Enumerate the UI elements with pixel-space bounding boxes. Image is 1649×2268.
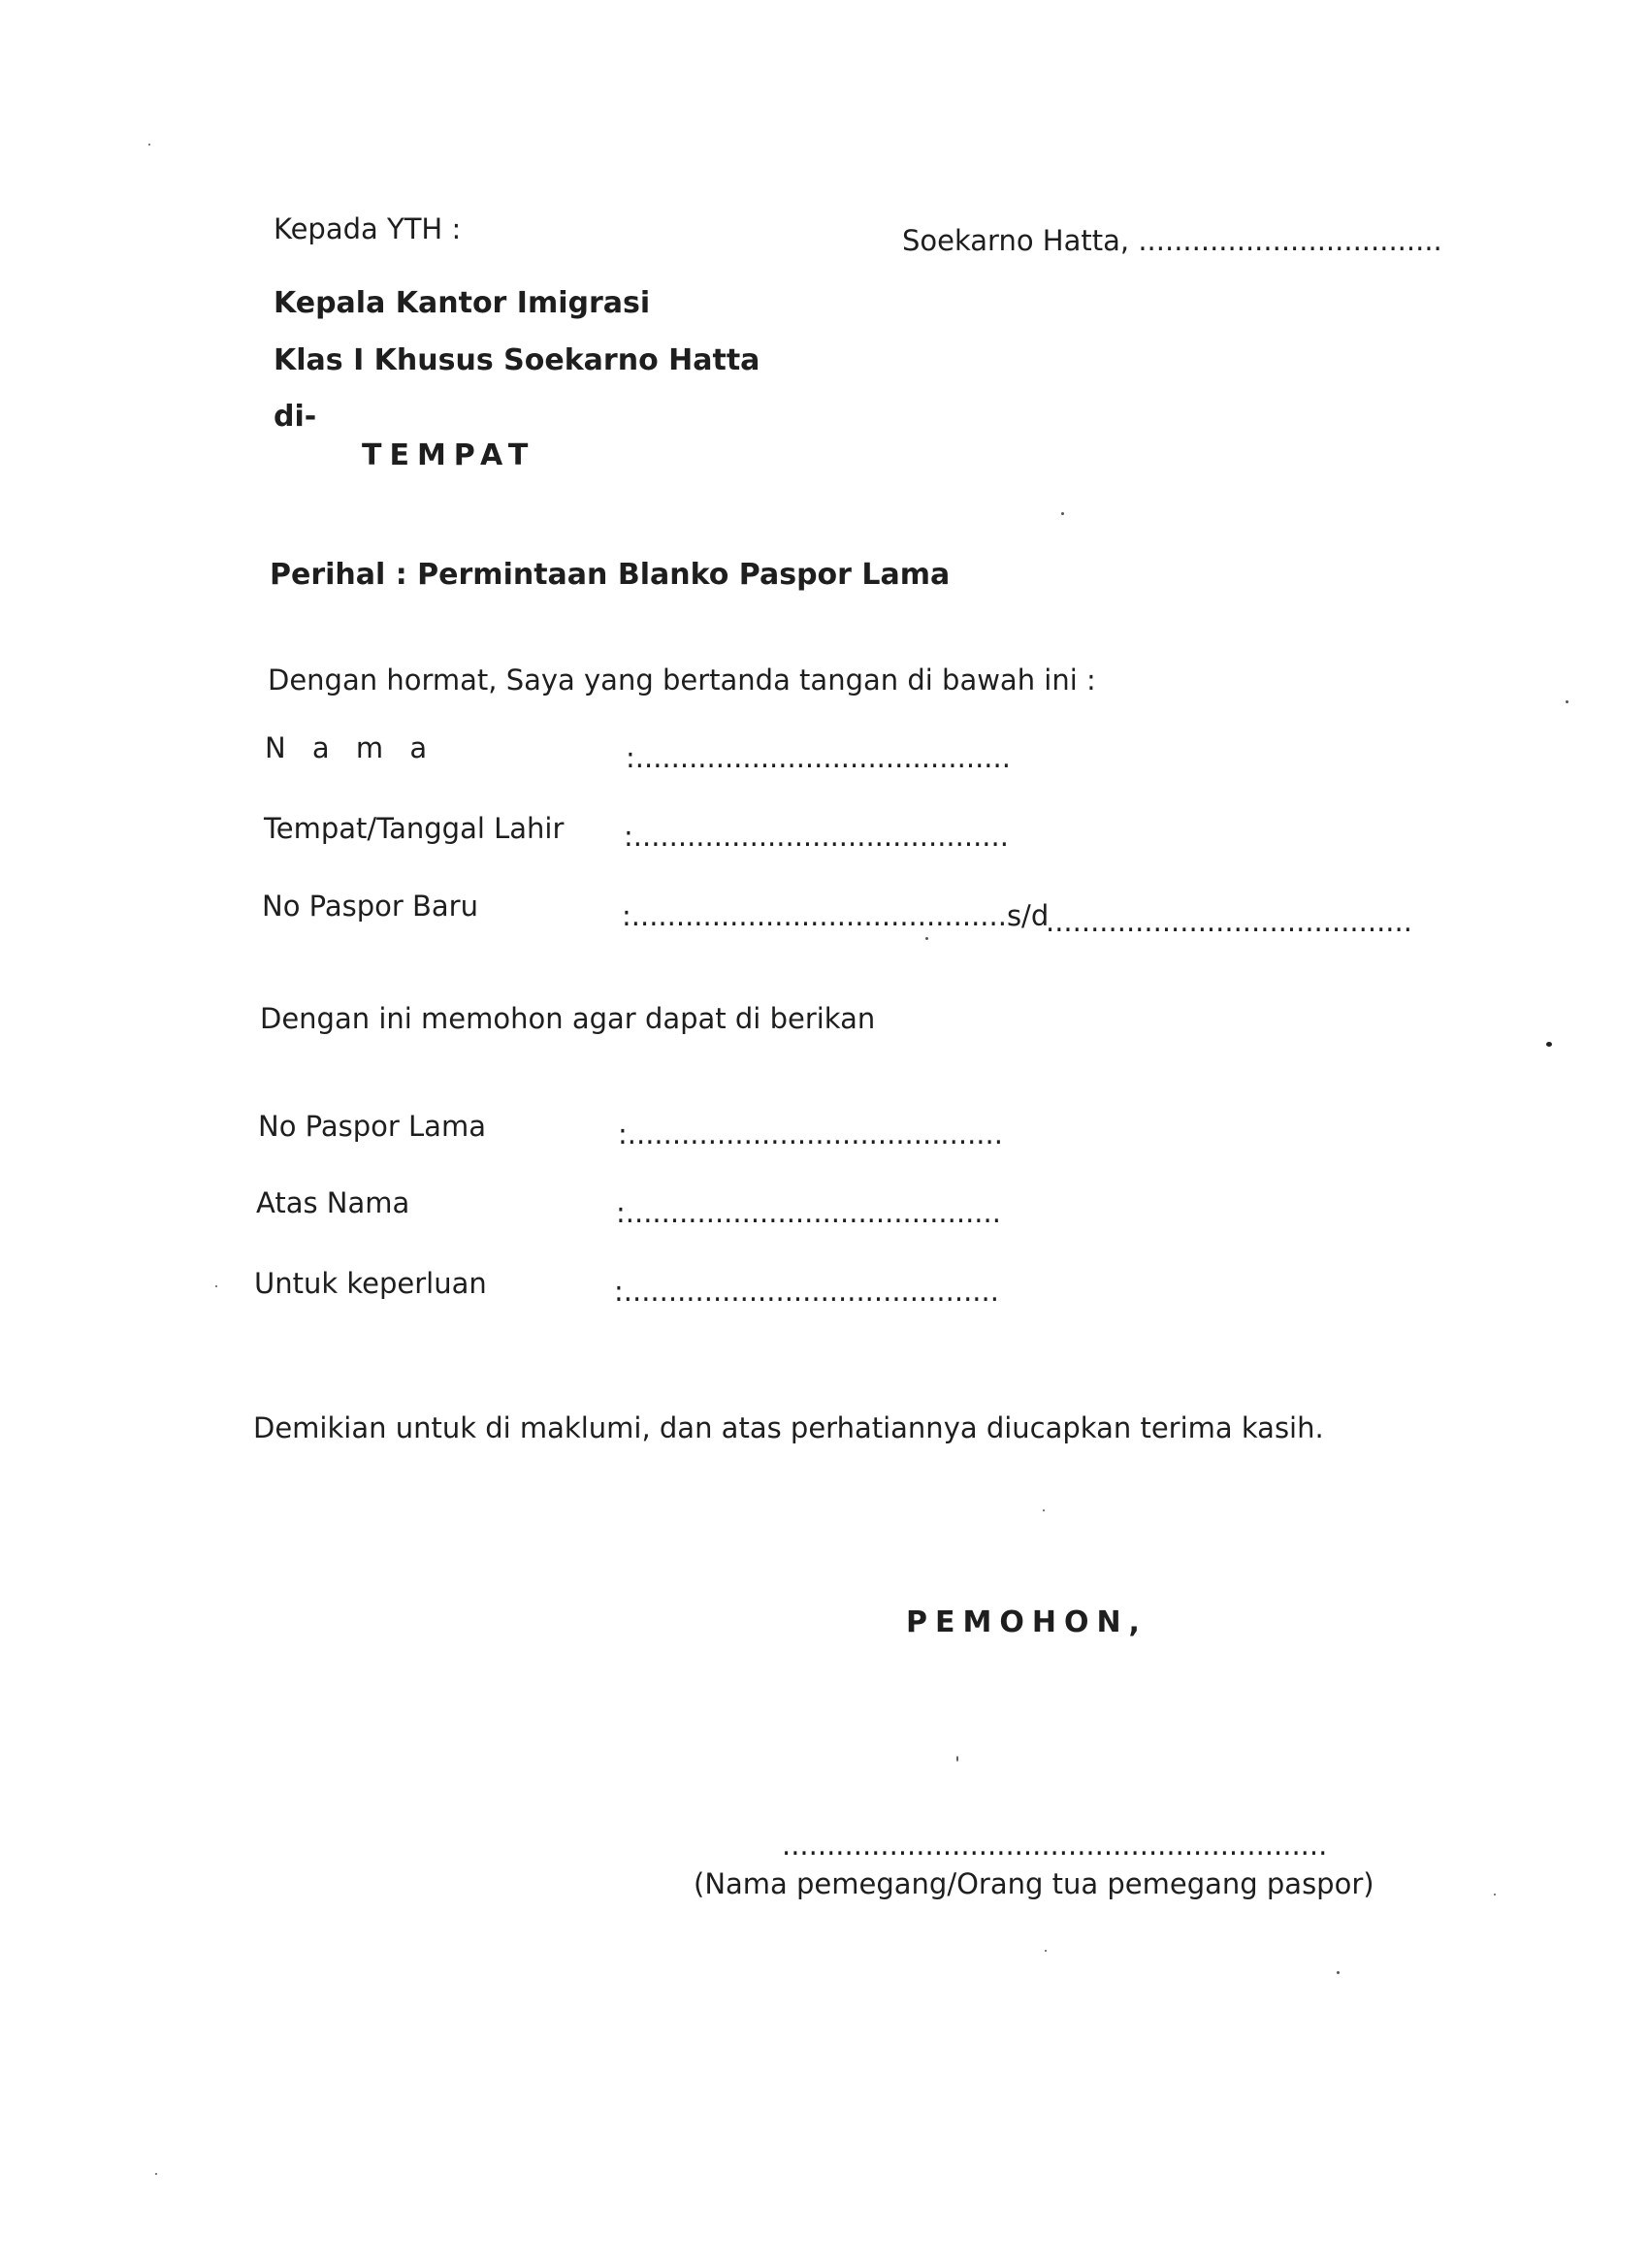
recipient-line-2: Klas I Khusus Soekarno Hatta bbox=[274, 343, 760, 377]
field-label-nama: N a m a bbox=[265, 731, 436, 764]
field-label-no-paspor-baru: No Paspor Baru bbox=[262, 890, 478, 923]
subject-line: Perihal : Permintaan Blanko Paspor Lama bbox=[270, 558, 951, 592]
scan-speck bbox=[1045, 1950, 1047, 1952]
scan-speck bbox=[1494, 1894, 1496, 1895]
field-value-nama: :.......................................... bbox=[626, 741, 1011, 774]
scan-speck bbox=[1546, 1042, 1552, 1047]
field-value-untuk-keperluan: :.......................................... bbox=[614, 1275, 999, 1308]
scan-speck bbox=[1566, 700, 1568, 703]
signature-caption: (Nama pemegang/Orang tua pemegang paspor) bbox=[694, 1867, 1374, 1900]
closing-line: Demikian untuk di maklumi, dan atas perhatiannya diucapkan terima kasih. bbox=[253, 1411, 1324, 1444]
field-label-tempat-tanggal-lahir: Tempat/Tanggal Lahir bbox=[264, 812, 565, 845]
scan-speck bbox=[1061, 512, 1064, 515]
field-label-atas-nama: Atas Nama bbox=[256, 1186, 410, 1219]
field-label-no-paspor-lama: No Paspor Lama bbox=[258, 1110, 486, 1143]
recipient-place: TEMPAT bbox=[362, 438, 536, 472]
field-value-no-paspor-lama: :.......................................... bbox=[618, 1118, 1003, 1150]
signature-title: PEMOHON, bbox=[906, 1605, 1148, 1639]
scan-speck bbox=[925, 937, 928, 940]
opening-line: Dengan hormat, Saya yang bertanda tangan di bawah ini : bbox=[268, 664, 1096, 697]
field-label-untuk-keperluan: Untuk keperluan bbox=[254, 1267, 487, 1300]
signature-line: ............................................................. bbox=[782, 1829, 1328, 1862]
field-value-atas-nama: :.......................................... bbox=[616, 1196, 1001, 1229]
salutation: Kepada YTH : bbox=[274, 212, 462, 245]
scan-speck bbox=[155, 2173, 157, 2175]
scan-speck bbox=[148, 144, 150, 146]
recipient-line-1: Kepala Kantor Imigrasi bbox=[274, 286, 651, 320]
scan-speck bbox=[1337, 1971, 1340, 1974]
scan-speck bbox=[956, 1756, 958, 1762]
scan-speck bbox=[1043, 1509, 1045, 1511]
field-value-no-paspor-baru: :..........................................s/d bbox=[622, 899, 1050, 932]
scan-speck bbox=[215, 1285, 217, 1287]
recipient-line-3: di- bbox=[274, 400, 317, 434]
field-value-no-paspor-baru-end: ......................................... bbox=[1046, 905, 1412, 938]
field-value-tempat-tanggal-lahir: :.......................................... bbox=[624, 820, 1009, 853]
place-date-line: Soekarno Hatta, .................................. bbox=[902, 224, 1442, 257]
request-line: Dengan ini memohon agar dapat di berikan bbox=[260, 1002, 876, 1035]
